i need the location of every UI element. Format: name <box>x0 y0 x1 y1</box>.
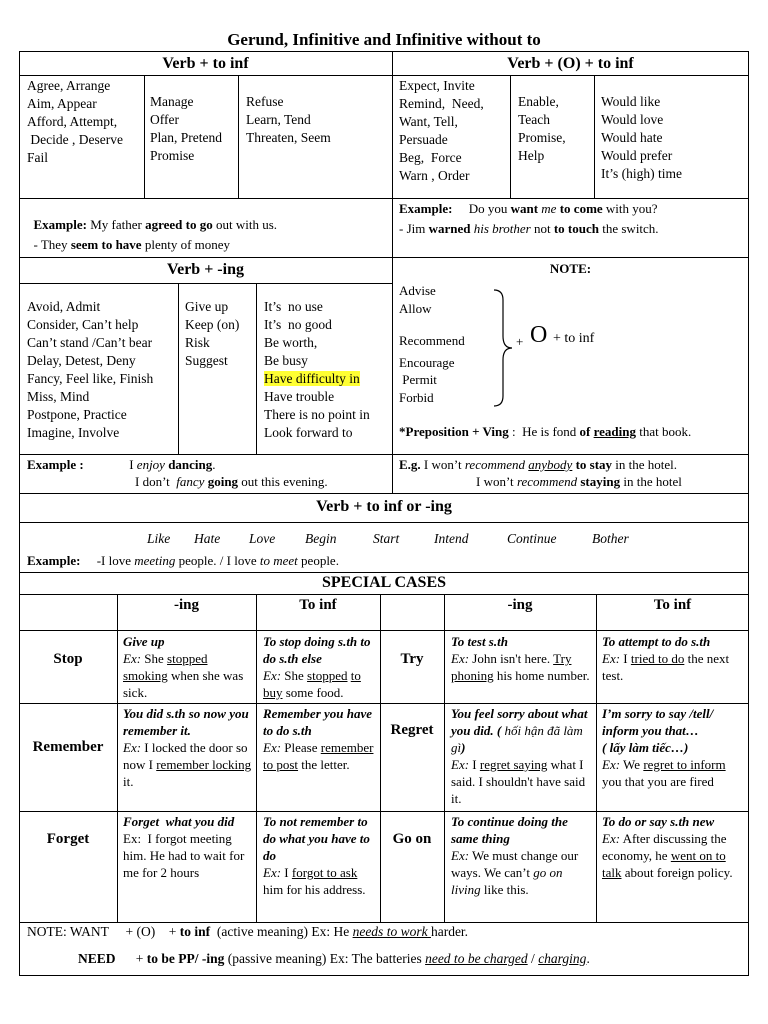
divider <box>256 283 257 454</box>
example-label: Ex: <box>263 865 282 880</box>
section-header-verb-ing: Verb + -ing <box>167 261 244 278</box>
note-verb: Forbid <box>399 390 434 405</box>
list-item: Miss, Mind <box>27 389 90 404</box>
meaning: To test s.th <box>451 634 508 649</box>
list-item: Avoid, Admit <box>27 299 101 314</box>
note-text: (passive meaning) Ex: The batteries <box>224 951 426 966</box>
divider <box>596 594 597 922</box>
list-item: It’s no good <box>264 317 332 332</box>
list-item: Would hate <box>601 130 663 145</box>
example-keyword: remember locking <box>156 757 252 772</box>
list-item: Suggest <box>185 353 228 368</box>
example-text: not <box>530 221 554 236</box>
example-label: Ex: <box>263 668 282 683</box>
example-keyword: stopped <box>167 651 208 666</box>
example-text: it. <box>123 774 134 789</box>
section-header-special-cases: SPECIAL CASES <box>321 574 447 591</box>
row-label-remember: Remember <box>32 739 104 755</box>
remember-ing-cell <box>123 705 253 790</box>
divider <box>19 493 749 494</box>
example-text: We <box>620 757 644 772</box>
example-keyword: forgot to ask <box>291 865 358 880</box>
example-keyword: going <box>207 474 239 489</box>
divider <box>510 75 511 198</box>
example-text: the switch. <box>598 221 659 236</box>
try-ing-cell <box>451 633 593 684</box>
example-keyword: tried to do <box>630 651 685 666</box>
list-item: Begin <box>305 531 337 546</box>
divider <box>178 283 179 454</box>
example-text: I locked the door so now I <box>123 740 248 772</box>
example-text: plenty of money <box>141 237 231 252</box>
list-item: Manage <box>150 94 194 109</box>
example-text: with you? <box>602 201 658 216</box>
row-label-regret: Regret <box>390 722 434 738</box>
example-keyword: regret saying <box>479 757 548 772</box>
example-text: like this. <box>480 882 529 897</box>
divider <box>19 703 749 704</box>
example-keyword: regret to inform <box>643 757 726 772</box>
go-on-ing-cell <box>451 813 593 898</box>
section-header-to-inf-or-ing: Verb + to inf or -ing <box>316 498 452 515</box>
example-label: Example: <box>27 553 81 568</box>
meaning: Remember you have to do s.th <box>263 706 373 738</box>
note-to-inf: + to inf <box>553 331 595 346</box>
example-text: what I said. I shouldn't have said it. <box>451 757 586 806</box>
verb-ing-col2 <box>185 298 239 370</box>
example-label: Ex: <box>602 651 621 666</box>
list-item: Imagine, Involve <box>27 425 120 440</box>
note-text: (active meaning) Ex: He <box>210 924 353 939</box>
to-inf-or-ing-example <box>27 553 339 569</box>
example-keyword: stopped <box>307 668 348 683</box>
meaning: To do or say s.th new <box>602 814 715 829</box>
divider <box>19 572 749 573</box>
example <box>602 830 746 881</box>
verb-ing-example-1 <box>27 457 216 473</box>
note-verb: Permit <box>399 372 437 387</box>
example-keyword: seem to have <box>70 237 142 252</box>
meaning <box>451 705 593 756</box>
example-verb: recommend <box>516 474 578 489</box>
list-item: Would prefer <box>601 148 673 163</box>
example-keyword: go on living <box>451 865 563 897</box>
note-verb: Advise <box>399 283 436 298</box>
example-text: We must change our ways. We can’t <box>451 848 579 880</box>
example-text: John isn't here. <box>469 651 551 666</box>
note-text: . <box>586 951 590 966</box>
note-label: NOTE <box>27 924 63 939</box>
example-keyword: warned <box>428 221 471 236</box>
list-item: Promise <box>150 148 195 163</box>
divider <box>238 75 239 198</box>
example-verb: recommend <box>464 457 526 472</box>
example-text: She <box>141 651 168 666</box>
go-on-inf-cell <box>602 813 746 881</box>
note-want <box>27 924 468 940</box>
list-item: Like <box>147 531 171 546</box>
note-verb: Recommend <box>399 333 465 348</box>
brace-icon <box>492 288 514 408</box>
example-text: I <box>469 757 480 772</box>
translation: hối hận đã làm gì <box>451 723 583 755</box>
example-text: in the hotel. <box>612 457 678 472</box>
verb-ing-col1 <box>27 298 153 442</box>
divider <box>19 454 749 455</box>
list-item: Would love <box>601 112 664 127</box>
list-item: Plan, Pretend <box>150 130 222 145</box>
verb-o-to-inf-example-2 <box>399 221 659 237</box>
example-text: -I love <box>96 553 135 568</box>
divider <box>144 75 145 198</box>
list-item: Learn, Tend <box>246 112 311 127</box>
meaning: To continue doing the same thing <box>451 814 568 846</box>
list-item: Be worth, <box>264 335 318 350</box>
list-item: Keep (on) <box>185 317 240 332</box>
example-text: I <box>620 651 631 666</box>
divider <box>19 630 749 631</box>
list-item: Delay, Detest, Deny <box>27 353 136 368</box>
column-header-to-inf: To inf <box>299 597 337 613</box>
example-object: me <box>541 201 557 216</box>
note-example-2 <box>476 474 682 490</box>
section-header-verb-o-to-inf: Verb + (O) + to inf <box>507 55 634 72</box>
row-label-try: Try <box>400 651 424 667</box>
list-item: Start <box>373 531 400 546</box>
divider <box>19 522 749 523</box>
list-item: Bother <box>592 531 629 546</box>
example <box>123 739 253 790</box>
column-header-ing: -ing <box>173 597 199 613</box>
note-preposition-rule <box>399 424 691 440</box>
list-item: Refuse <box>246 94 284 109</box>
example <box>263 667 378 701</box>
verb-o-to-inf-example-1 <box>399 201 658 217</box>
verb-to-inf-col3 <box>246 93 331 147</box>
divider <box>256 594 257 922</box>
example <box>451 756 593 807</box>
verb-o-to-inf-col2 <box>518 93 566 165</box>
example-label: Example: <box>399 201 453 216</box>
example-text: I won’t <box>420 457 465 472</box>
example-text: him for his address. <box>263 882 366 897</box>
list-item: Persuade <box>399 132 448 147</box>
example-label: Ex: <box>123 651 142 666</box>
note-verb: NEED <box>78 951 116 966</box>
note-text: / <box>527 951 539 966</box>
meaning-text: ) <box>461 740 466 755</box>
list-item: Intend <box>434 531 469 546</box>
translation: ( lấy làm tiếc…) <box>602 740 689 755</box>
example-label: Ex: <box>451 651 470 666</box>
list-item: Remind, Need, <box>399 96 484 111</box>
list-item: Aim, Appear <box>27 96 97 111</box>
forget-inf-cell <box>263 813 378 898</box>
list-item: There is no point in <box>264 407 370 422</box>
regret-inf-cell <box>602 705 746 790</box>
example-keyword: staying <box>580 474 621 489</box>
verb-o-to-inf-col1 <box>399 77 484 185</box>
example-text: I don’t <box>135 474 177 489</box>
divider <box>19 198 749 199</box>
list-item: Decide , Deserve <box>27 132 123 147</box>
example-keyword: to come <box>559 201 603 216</box>
example <box>451 650 593 684</box>
note-header: NOTE: <box>549 261 592 276</box>
note-keyword: to be PP/ -ing <box>146 951 225 966</box>
note-verb: : WANT <box>63 924 109 939</box>
list-item: It’s no use <box>264 299 323 314</box>
note-text: + <box>135 951 147 966</box>
stop-ing-cell <box>123 633 253 701</box>
divider <box>444 594 445 922</box>
list-item: Enable, <box>518 94 559 109</box>
example: Ex: I forgot meeting him. He had to wait for me for 2 hours <box>123 831 248 880</box>
example-text: about foreign policy. <box>621 865 733 880</box>
note-object: + (O) <box>125 924 156 939</box>
verb-to-inf-example-2 <box>27 221 230 253</box>
remember-inf-cell <box>263 705 378 773</box>
example-keyword: reading <box>593 424 637 439</box>
list-item: Afford, Attempt, <box>27 114 118 129</box>
list-item: Threaten, Seem <box>246 130 331 145</box>
meaning: To not remember to do what you have to do <box>263 814 370 863</box>
example-keyword: Try phoning <box>451 651 572 683</box>
divider <box>19 811 749 812</box>
list-item: Want, Tell, <box>399 114 458 129</box>
list-item: Continue <box>507 531 557 546</box>
example-text: I <box>129 457 137 472</box>
meaning: Give up <box>123 634 165 649</box>
divider <box>19 257 749 258</box>
divider <box>380 594 381 922</box>
list-item: Be busy <box>264 353 308 368</box>
example-text: when she was sick. <box>123 668 244 700</box>
example <box>451 847 593 898</box>
note-need <box>78 951 590 967</box>
row-label-go-on: Go on <box>392 831 432 847</box>
example-text: out with us. <box>212 217 278 232</box>
list-item: Warn , Order <box>399 168 470 183</box>
note-example-1 <box>399 457 677 473</box>
divider <box>19 283 392 284</box>
list-item: It’s (high) time <box>601 166 682 181</box>
meaning: To attempt to do s.th <box>602 634 711 649</box>
example-text: that book. <box>636 424 692 439</box>
example-label: Ex: <box>451 757 470 772</box>
verb-ing-example-2 <box>135 474 328 490</box>
list-item: Postpone, Practice <box>27 407 127 422</box>
list-item: Agree, Arrange <box>27 78 111 93</box>
example-keyword: to stay <box>575 457 613 472</box>
meaning: Forget what you did <box>123 814 235 829</box>
note-keyword: to inf <box>179 924 211 939</box>
example-text: - Jim <box>399 221 429 236</box>
example-text: the letter. <box>298 757 350 772</box>
list-item: Hate <box>194 531 221 546</box>
list-item: Beg, Force <box>399 150 462 165</box>
verb-to-inf-col2 <box>150 93 222 165</box>
note-text: harder. <box>430 924 469 939</box>
rule-label: *Preposition + Ving <box>399 424 509 439</box>
list-item: Give up <box>185 299 229 314</box>
example-text: in the hotel <box>620 474 682 489</box>
example-text: people. <box>297 553 339 568</box>
verb-to-inf-col1 <box>27 77 123 167</box>
list-item <box>264 370 370 388</box>
list-item: Fail <box>27 150 49 165</box>
example-text: out this evening. <box>238 474 328 489</box>
note-text: + <box>168 924 180 939</box>
example-keyword: to touch <box>553 221 599 236</box>
example-keyword: agreed to go <box>145 217 213 232</box>
note-example: need to be charged <box>425 951 528 966</box>
divider <box>117 594 118 922</box>
example-object: his brother <box>473 221 531 236</box>
example-verb: enjoy <box>136 457 165 472</box>
example-text: My father <box>90 217 146 232</box>
note-verb: Allow <box>399 301 432 316</box>
example-label: Ex: <box>263 740 282 755</box>
row-label-stop: Stop <box>53 651 83 667</box>
example-text: She <box>281 668 308 683</box>
page-title: Gerund, Infinitive and Infinitive without to <box>227 30 541 49</box>
divider <box>594 75 595 198</box>
example-keyword: dancing <box>168 457 213 472</box>
example-text: the next test. <box>602 651 730 683</box>
note-verb: Encourage <box>399 355 455 370</box>
example-verb: to meet <box>259 553 298 568</box>
example-text: - They <box>33 237 71 252</box>
list-item: Help <box>518 148 545 163</box>
example-object: anybody <box>528 457 573 472</box>
list-item: Can’t stand /Can’t bear <box>27 335 153 350</box>
note-plus: + <box>516 334 524 349</box>
verb-ing-col3 <box>264 298 370 442</box>
list-item: Would like <box>601 94 661 109</box>
example-text: : He is fond <box>508 424 580 439</box>
example-keyword: went on to talk <box>602 848 726 880</box>
stop-inf-cell <box>263 633 378 701</box>
list-item: Look forward to <box>264 425 353 440</box>
example-keyword: remember to post <box>263 740 374 772</box>
example-text: After discussing the economy, he <box>602 831 727 863</box>
section-header-verb-to-inf: Verb + to inf <box>162 55 249 72</box>
list-item: Have trouble <box>264 389 335 404</box>
meaning: You did s.th so now you remember it. <box>123 706 249 738</box>
list-item: Promise, <box>518 130 566 145</box>
example-verb: meeting <box>134 553 176 568</box>
example-keyword: want <box>510 201 539 216</box>
example-text: people. / I love <box>175 553 260 568</box>
example-label: E.g. <box>399 457 421 472</box>
divider <box>19 75 749 76</box>
divider <box>19 922 749 923</box>
example <box>602 650 746 684</box>
meaning-text: You feel sorry about what you did. ( <box>451 706 588 738</box>
example-text: I won’t <box>476 474 517 489</box>
example-keyword: of <box>579 424 591 439</box>
example-label: Example : <box>27 457 84 472</box>
note-object: O <box>530 322 548 348</box>
example-label: Ex: <box>123 740 142 755</box>
list-item: Teach <box>518 112 551 127</box>
column-header-to-inf: To inf <box>653 597 692 613</box>
note-example: needs to work <box>352 924 431 939</box>
example-text: some food. <box>282 685 344 700</box>
example-text: . <box>212 457 216 472</box>
example <box>263 739 378 773</box>
note-example: charging <box>538 951 587 966</box>
example-text: you that you are fired <box>602 774 714 789</box>
column-header-ing: -ing <box>507 597 533 613</box>
example-label: Example: <box>33 217 87 232</box>
list-item: Consider, Can’t help <box>27 317 139 332</box>
example-text: I <box>281 865 292 880</box>
meaning: To stop doing s.th to do s.th else <box>263 634 371 666</box>
forget-ing-cell <box>123 813 253 881</box>
verb-o-to-inf-col3 <box>601 93 682 183</box>
example-label: Ex: <box>602 831 621 846</box>
example-keyword: to buy <box>263 668 361 700</box>
regret-ing-cell <box>451 705 593 807</box>
example-label: Ex: <box>602 757 621 772</box>
try-inf-cell <box>602 633 746 684</box>
example-text: his home number. <box>493 668 590 683</box>
list-item: Offer <box>150 112 179 127</box>
example-label: Ex: <box>451 848 470 863</box>
list-item: Love <box>249 531 276 546</box>
example <box>123 650 253 701</box>
example-keyword: smoking <box>123 668 168 683</box>
list-item: Expect, Invite <box>399 78 475 93</box>
list-item: Risk <box>185 335 210 350</box>
example-text: Do you <box>468 201 511 216</box>
example <box>602 756 746 790</box>
list-item: Fancy, Feel like, Finish <box>27 371 154 386</box>
highlighted-phrase: Have difficulty in <box>264 371 360 386</box>
example <box>263 864 378 898</box>
example-verb: fancy <box>176 474 205 489</box>
divider <box>19 594 749 595</box>
row-label-forget: Forget <box>46 831 90 847</box>
meaning: I’m sorry to say /tell/ inform you that… <box>602 706 714 738</box>
example-text: Please <box>281 740 321 755</box>
